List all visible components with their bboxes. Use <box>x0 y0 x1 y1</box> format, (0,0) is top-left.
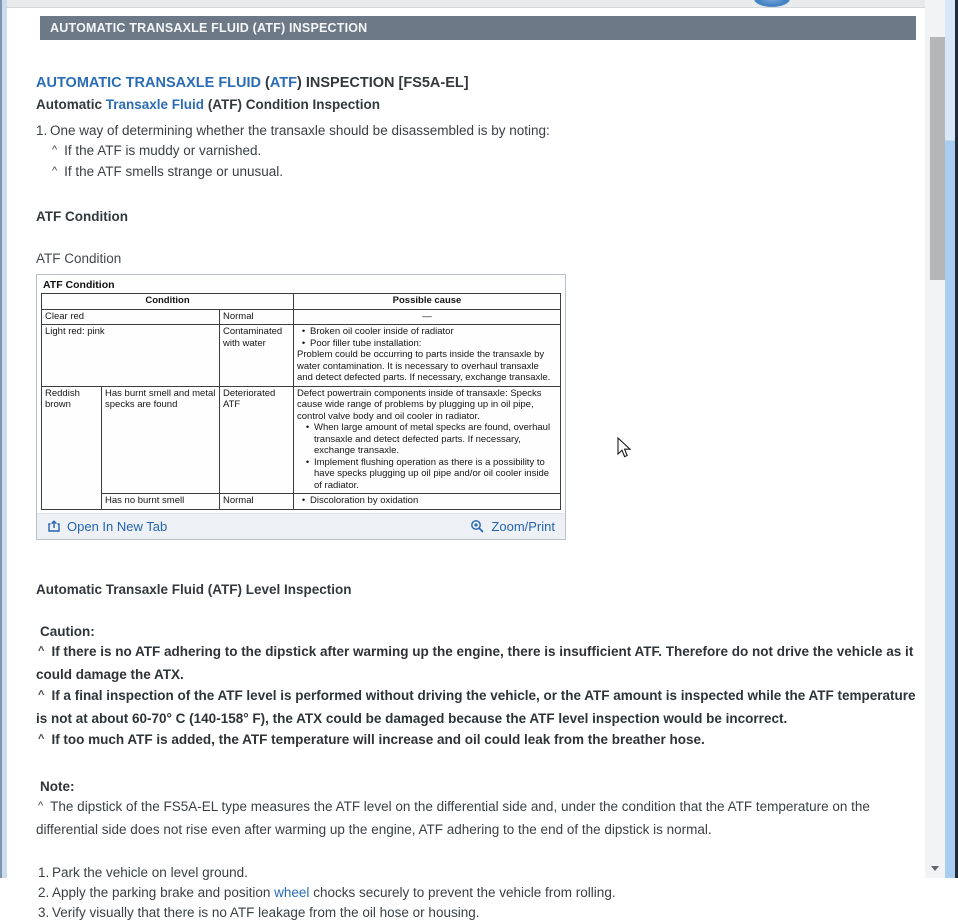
article-subtitle <box>36 97 916 112</box>
article-subtitle-pre: Automatic <box>36 97 106 112</box>
cause-text: Defect powertrain components inside of transaxle: Specks cause wide range of problems by plugging up in oil pipe, control valve body and oil cooler in radiator. <box>297 387 542 422</box>
cell-cause <box>294 494 561 510</box>
cell-cause: — <box>294 309 561 325</box>
scrollbar-down-button[interactable] <box>929 865 941 873</box>
step-number: 1. <box>36 123 48 138</box>
table-header-row <box>42 294 561 310</box>
caret-marker: ^ <box>52 165 58 177</box>
clipped-logo-icon <box>754 0 790 7</box>
cause-bullet <box>297 457 557 492</box>
cell-condition-smell: Has no burnt smell <box>102 494 220 510</box>
transaxle-fluid-link[interactable]: Transaxle Fluid <box>105 97 205 112</box>
step-text-post: chocks securely to prevent the vehicle from rolling. <box>309 884 616 900</box>
column-header-condition: Condition <box>42 294 294 310</box>
open-in-new-tab-label: Open In New Tab <box>67 518 168 534</box>
scrollbar-thumb[interactable] <box>930 37 945 280</box>
step-number: 3. <box>38 904 50 920</box>
step-text: Apply the parking brake and position <box>52 884 275 900</box>
window-left-border-inner <box>2 0 7 878</box>
table-row <box>42 494 561 510</box>
zoom-print-link[interactable] <box>470 519 555 534</box>
open-in-new-tab-link[interactable] <box>47 519 167 534</box>
bullet-dot: • <box>305 422 310 433</box>
caution-label: Caution: <box>40 623 95 639</box>
table-row <box>42 386 561 494</box>
step-text: Park the vehicle on level ground. <box>52 864 248 880</box>
atf-condition-table <box>41 293 561 510</box>
cause-bullet <box>297 326 557 338</box>
numbered-step <box>36 863 916 883</box>
caution-item <box>36 729 916 752</box>
article-title-tail: ) INSPECTION [FS5A-EL] <box>297 75 469 91</box>
bullet-dot: • <box>301 495 306 506</box>
cause-bullet-text: Discoloration by oxidation <box>310 495 419 506</box>
caution-text: If too much ATF is added, the ATF temperature will increase and oil could leak from the breather hose. <box>51 731 705 747</box>
section-header-title: AUTOMATIC TRANSAXLE FLUID (ATF) INSPECTION <box>50 21 368 35</box>
figure-caption: ATF Condition <box>36 251 122 266</box>
caret-marker: ^ <box>38 799 44 812</box>
step-number: 1. <box>38 864 50 880</box>
cell-status: Normal <box>220 494 294 510</box>
note-text: The dipstick of the FS5A-EL type measures the ATF level on the differential side and, under the condition that the ATF temperature on the differential side does not rise even after warming up the engine, ATF adhering to the end of the dipstick is normal. <box>36 798 870 837</box>
cell-status: Contaminated with water <box>220 325 294 387</box>
cause-bullet <box>297 338 557 350</box>
cell-cause <box>294 386 561 494</box>
bullet-text: If the ATF is muddy or varnished. <box>64 143 262 158</box>
zoom-print-label: Zoom/Print <box>491 518 555 534</box>
bullet-text: If the ATF smells strange or unusual. <box>64 164 284 179</box>
figure-toolbar <box>37 513 565 539</box>
procedure-steps <box>36 863 916 923</box>
article-subtitle-tail: (ATF) Condition Inspection <box>204 97 381 112</box>
bullet-dot: • <box>305 456 310 468</box>
toolbar-clipped-edge <box>7 0 926 8</box>
caret-marker: ^ <box>38 732 45 745</box>
cause-bullet-text: Broken oil cooler inside of radiator <box>310 326 454 337</box>
mouse-cursor <box>617 437 633 459</box>
note-label: Note: <box>40 778 75 794</box>
article-title-link[interactable]: AUTOMATIC TRANSAXLE FLUID <box>36 75 262 91</box>
caution-text: If there is no ATF adhering to the dipstick after warming up the engine, there is insufficient ATF. Therefore do not drive the vehicle as it could damage the ATX. <box>36 643 914 682</box>
caret-bullet-item <box>36 141 916 162</box>
numbered-step <box>36 883 916 903</box>
atf-condition-heading: ATF Condition <box>36 209 128 224</box>
open-in-new-tab-icon <box>47 519 61 533</box>
level-inspection-heading: Automatic Transaxle Fluid (ATF) Level Inspection <box>36 581 352 597</box>
cell-condition: Clear red <box>42 309 220 325</box>
table-row <box>42 309 561 325</box>
scan-table-title: ATF Condition <box>43 279 115 291</box>
caution-list <box>36 641 916 752</box>
step-number: 2. <box>38 884 50 900</box>
cause-text: Problem could be occurring to parts inside the transaxle by water contamination. It is necessary to overhaul transaxle and detect defected parts. If necessary, exchange transaxle. <box>297 349 551 383</box>
wheel-link[interactable]: wheel <box>274 884 310 900</box>
caret-bullet-item <box>36 162 916 183</box>
caret-marker: ^ <box>52 144 58 156</box>
caution-item <box>36 685 916 729</box>
article-title-mid: ( <box>261 75 270 91</box>
column-header-possible-cause: Possible cause <box>294 294 561 310</box>
scanned-table-image <box>37 275 565 513</box>
section-header-bar <box>40 16 916 40</box>
numbered-step <box>36 121 916 141</box>
step-text: Verify visually that there is no ATF leakage from the oil hose or housing. <box>52 904 480 920</box>
cell-cause <box>294 325 561 387</box>
numbered-step <box>36 903 916 923</box>
cell-condition-color: Reddish brown <box>42 386 102 509</box>
caret-marker: ^ <box>38 688 45 701</box>
zoom-print-icon <box>470 519 485 534</box>
cause-bullet <box>297 422 557 457</box>
cell-condition: Light red: pink <box>42 325 220 387</box>
chevron-down-icon <box>931 866 939 871</box>
step-text: One way of determining whether the transaxle should be disassembled is by noting: <box>50 123 550 138</box>
table-row <box>42 325 561 387</box>
article-content <box>36 40 916 923</box>
bullet-dot: • <box>301 326 306 337</box>
window-right-border <box>945 0 955 878</box>
article-title <box>36 75 916 91</box>
cause-bullet-text: When large amount of metal specks are found, overhaul transaxle and detect defected parts. If necessary, exchange transaxle. <box>314 422 551 456</box>
cause-bullet-text: Poor filler tube installation: <box>310 337 422 349</box>
cell-status: Normal <box>220 309 294 325</box>
cause-bullet-text: Implement flushing operation as there is a possibility to have specks plugging up oil pipe and/or oil cooler inside of radiator. <box>314 456 550 491</box>
atf-term-link[interactable]: ATF <box>269 75 297 91</box>
cause-bullet <box>297 495 557 507</box>
cell-condition-smell: Has burnt smell and metal specks are found <box>102 386 220 494</box>
caution-text: If a final inspection of the ATF level is performed without driving the vehicle, or the ATF amount is inspected while the ATF temperature is not at about 60-70° C (140-158° F), the ATX could be damaged because the ATF level inspection would be incorrect. <box>36 687 916 726</box>
cell-status: Deteriorated ATF <box>220 386 294 494</box>
caret-marker: ^ <box>38 644 45 657</box>
bullet-dot: • <box>301 337 306 349</box>
atf-condition-figure <box>36 274 566 540</box>
vertical-scrollbar[interactable] <box>925 0 945 878</box>
caution-item <box>36 641 916 685</box>
note-item <box>36 796 916 840</box>
